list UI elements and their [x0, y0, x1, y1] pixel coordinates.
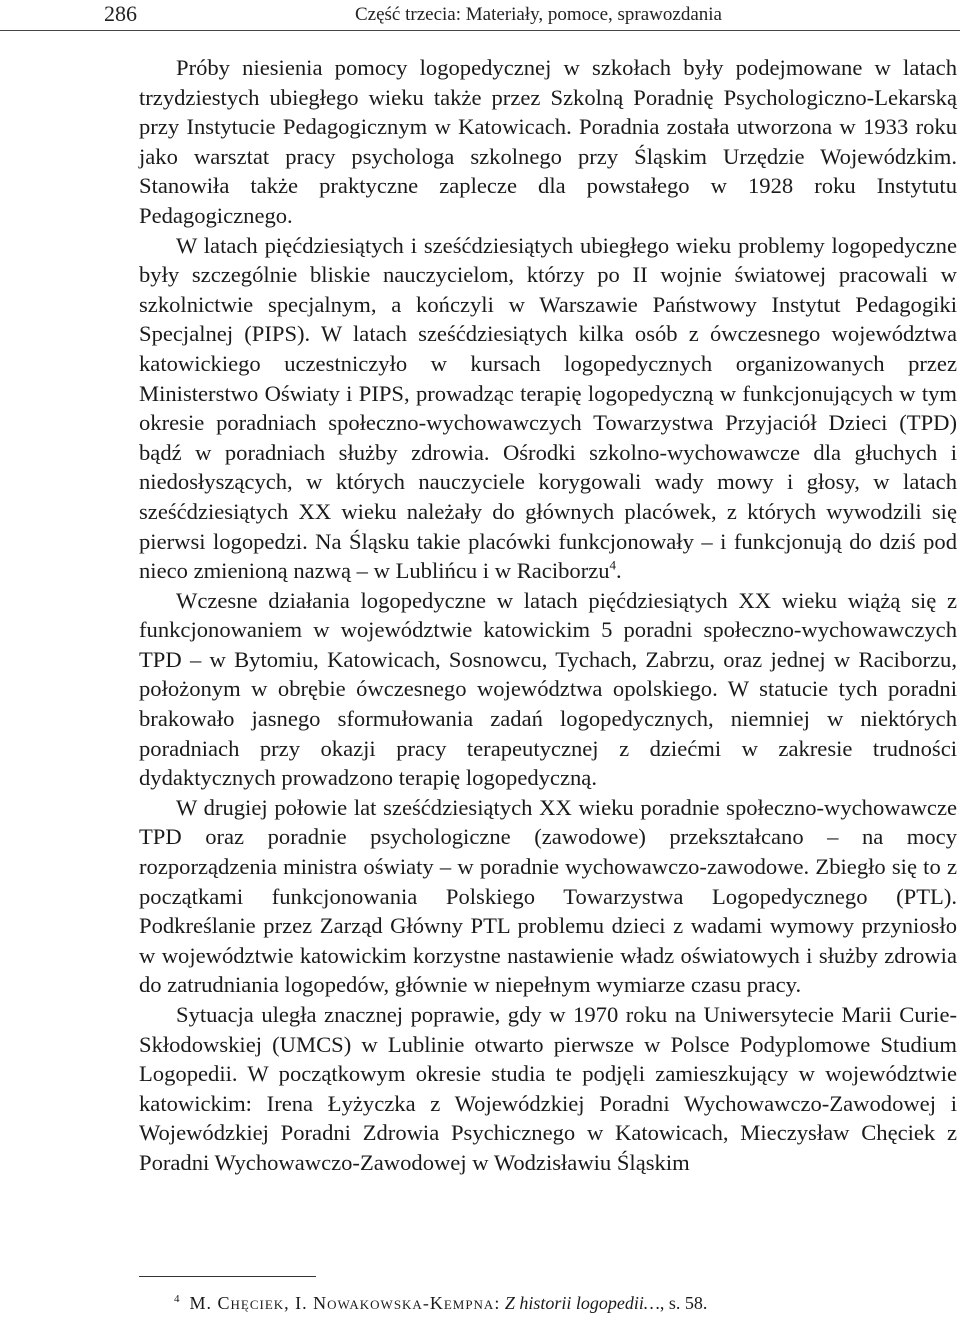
footnote-pages: , s. 58. [659, 1293, 708, 1313]
page-header [0, 0, 960, 32]
header-rule [0, 30, 960, 31]
body-text [139, 53, 957, 1178]
paragraph-1: Próby niesienia pomocy logopedycznej w szkołach były podejmowane w latach trzydziestych ubiegłego wieku także przez Szkolną Poradnię Psychologiczno-Lekarską przy Instytucie Pedagogicznym w Katowicach. Poradnia została utworzona w 1933 roku jako warsztat pracy psychologa szkolnego przy Śląskim Urzędzie Wojewódzkim. Stanowiła także praktyczne zaplecze dla powstałego w 1928 roku Instytutu Pedagogicznego. [139, 55, 957, 228]
paragraph-3: Wczesne działania logopedyczne w latach pięćdziesiątych XX wieku wiążą się z funkcjonowaniem w województwie katowickim 5 poradni społeczno-wychowawczych TPD – w Bytomiu, Katowicach, Sosnowcu, Tychach, Zabrzu, oraz jednej w Raciborzu, położonym w obrębie ówczesnego województwa opolskiego. W statucie tych poradni brakowało jasnego sformułowania zadań logopedycznych, niemniej w niektórych poradniach przy okazji pracy terapeutycznej z dziećmi w zakresie trudności dydaktycznych prowadzono terapię logopedyczną. [139, 587, 957, 791]
footnote-reference: 4 [609, 557, 617, 573]
footnote-rule [139, 1276, 316, 1277]
page-number: 286 [104, 1, 137, 26]
paragraph-2-text: W latach pięćdziesiątych i sześćdziesiątych ubiegłego wieku problemy logopedyczne były szczególnie bliskie nauczycielom, którzy po II wojnie światowej pracowali w szkolnictwie specjalnym, a kończyli w Warszawie Państwowy Instytut Pedagogiki Specjalnej (PIPS). W latach sześćdziesiątych kilka osób z ówczesnego województwa katowickiego uczestniczyło w kursach logopedycznych organizowanych przez Ministerstwo Oświaty i PIPS, prowadząc terapię logopedyczną w funkcjonujących w tym okresie poradniach społeczno-wychowawczych Towarzystwa Przyjaciół Dzieci (TPD) bądź w poradniach służby zdrowia. Ośrodki szkolno-wychowawcze dla głuchych i niedosłyszących, w których nauczyciele korygowali wady mowy i głosy, w latach sześćdziesiątych XX wieku należały do głównych placówek, z których wywodzili się pierwsi logopedzi. Na Śląsku takie placówki funkcjonowały – i funkcjonują do dziś pod nieco zmienioną nazwą – w Lublińcu i w Raciborzu [139, 232, 957, 584]
paragraph-4: W drugiej połowie lat sześćdziesiątych XX wieku poradnie społeczno-wychowawcze TPD oraz poradnie psychologiczne (zawodowe) przekształcano – na mocy rozporządzenia ministra oświaty – w poradnie wychowawczo-zawodowe. Zbiegło się to z początkami funkcjonowania Polskiego Towarzystwa Logopedycznego (PTL). Podkreślanie przez Zarząd Główny PTL problemu dzieci z wadami wymowy przyniosło w województwie katowickim korzystne nastawienie władz oświatowych i służby zdrowia do zatrudniania logopedów, głównie w niepełnym wymiarze czasu pracy. [139, 794, 957, 998]
footnote-marker: 4 [174, 1293, 180, 1305]
footnote [174, 1293, 707, 1314]
running-head: Część trzecia: Materiały, pomoce, sprawozdania [355, 4, 722, 25]
footnote-authors: M. Chęciek, I. Nowakowska-Kempna: [189, 1293, 501, 1313]
paragraph-5: Sytuacja uległa znacznej poprawie, gdy w 1970 roku na Uniwersytecie Marii Curie-Skłodowskiej (UMCS) w Lublinie otwarto pierwsze w Polsce Podyplomowe Studium Logopedii. W początkowym okresie studia te podjęli zamieszkujący w województwie katowickim: Irena Łyżyczka z Wojewódzkiej Poradni Wychowawczo-Zawodowej i Wojewódzkiej Poradni Zdrowia Psychicznego w Katowicach, Mieczysław Chęciek z Poradni Wychowawczo-Zawodowej w Wodzisławiu Śląskim [139, 1002, 957, 1175]
footnote-title: Z historii logopedii… [504, 1293, 660, 1313]
paragraph-2-end: . [616, 558, 622, 584]
paragraph-2 [139, 231, 957, 586]
